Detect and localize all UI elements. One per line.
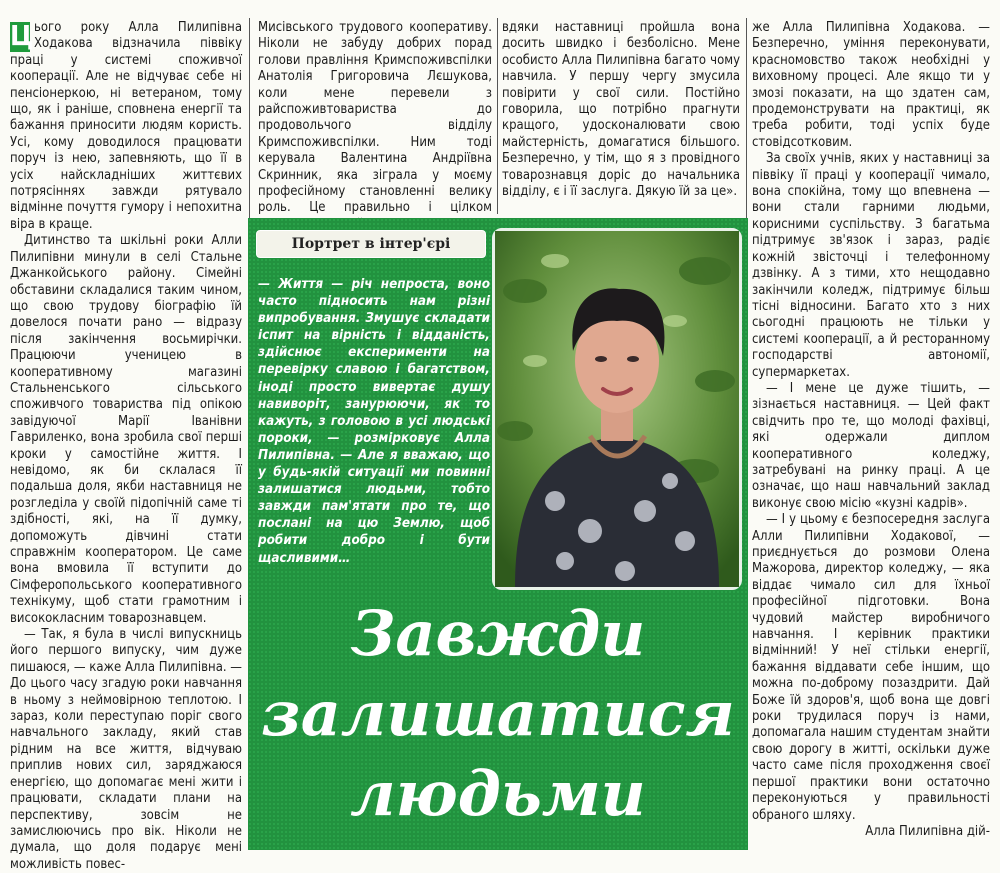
paragraph: За своїх учнів, яких у наставниці за піввіку її праці у кооперації чимало, вона спокійна, тому що впевнена — вони стали гарними людьми, корисними суспільству. З багатьма підтримує зв'язок і зараз, радіє кожній звісточці і телефонному дзвінку. А з тими, хто нещодавно закінчили коледж, підтримує більш тісні відносини. Багато хто з них сьогодні працюють не тільки у системі кооперації, а й ресторанному господарстві автономії, супермаркетах. [752, 151, 990, 380]
column-rule [497, 18, 498, 214]
paragraph: Мисівського трудового кооперативу. Ніколи не забуду добрих порад голови правління Кримспоживспілки Анатолія Григоровича Лєшукова, коли мене перевели з райспоживтовариства до продовольчого відділу Кримспоживспілки. Ним тоді керувала Валентина Андріївна Скринник, яка зіграла у моєму професійному становленні велику роль. Це правильно і цілком [258, 20, 492, 216]
paragraph: Алла Пилипівна дій- [865, 823, 990, 839]
article-column-2 [258, 20, 492, 218]
headline-line-2: залишатися [261, 677, 735, 750]
headline-line-1: Завжди [350, 597, 646, 670]
pull-quote: — Життя — річ непроста, воно часто підносить нам різні випробування. Змушує складати іспит на вірність і відданість, здійснює експерименти на перевірку славою і багатством, іноді просто вивертає душу навиворіт, занурюючи, як то кажуть, з головою в усі людські пороки, — розмірковує Алла Пилипівна. — Але я вважаю, що у будь-якій ситуації ми повинні залишатися людьми, тобто завжди пам'ятати про те, що послані на цю Землю, щоб робити добро і бути щасливими… [258, 277, 490, 566]
portrait-photo [492, 228, 742, 590]
article-column-4 [752, 20, 990, 850]
paragraph: вдяки наставниці пройшла вона досить швидко і безболісно. Мене особисто Алла Пилипівна багато чому навчила. У першу чергу змусила повірити у свої сили. Постійно говорила, що потрібно прагнути кращого, удосконалювати свою майстерність, домагатися більшого. Безперечно, у тім, що я з провідного товарознавця доріс до начальника відділу, є і її заслуга. Дякую їй за це». [502, 20, 740, 200]
paragraph: — І мене це дуже тішить, — зізнається наставниця. — Цей факт свідчить про те, що молоді фахівці, які одержали диплом кооперативного коледжу, затребувані на ринку праці. А це означає, що наш навчальний заклад виконує свою місію «кузні кадрів». [752, 380, 990, 511]
paragraph: Дитинство та шкільні роки Алли Пилипівни минули в селі Стальне Джанкойського району. Сімейні обставини складалися таким чином, що свою трудову біографію їй довелося почати рано — відразу після закінчення восьмирічки. Працюючи ученицею в кооперативному магазині Стальненського сільського споживчого товариства під опікою завідуючої Марії Іванівни Гавриленко, вона зробила свої перші кроки у самостійне життя. І невідомо, як би склалася її подальша доля, якби наставниця не розгледіла у своїй підопічній саме ті здібності, які, на її думку, допоможуть дівчині стати справжнім кооператором. Це саме вона вмовила її вступити до Сімферопольського кооперативного технікуму, щоб стати грамотним і висококласним товарознавцем. [10, 233, 242, 626]
article-column-3 [502, 20, 740, 218]
portrait-illustration [495, 231, 739, 587]
column-rule [746, 18, 747, 238]
article-column-1 [10, 19, 242, 872]
paragraph: Ц ього року Алла Пилипівна Ходакова відзначила піввіку праці у системі споживчої кооперації. Але не відчуває себе ні пенсіонеркою, ні ветераном, тому що, як і раніше, сповнена енергії та бажання приносити людям користь. Усі, кому доводилося працювати поруч із нею, запевняють, що її в усіх найскладніших життєвих потрясіннях завжди рятувало відмінне почуття гумору і непохитна віра в краще. [10, 19, 242, 232]
drop-cap: Ц [10, 19, 34, 52]
headline-line-3: людьми [350, 757, 646, 830]
paragraph: же Алла Пилипівна Ходакова. — Безперечно, уміння переконувати, красномовство також необхідні у виховному процесі. Але якщо ти у змозі показати, на що здатен сам, продемонструвати на практиці, як треба робити, тоді успіх буде стовідсотковим. [752, 20, 990, 150]
column-rule [249, 18, 250, 218]
feature-panel [248, 218, 748, 850]
paragraph: — Так, я була в числі випускниць його першого випуску, чим дуже пишаюся, — каже Алла Пилипівна. — До цього часу згадую роки навчання в ньому з неймовірною теплотою. І зараз, коли переступаю поріг свого навчального закладу, який став рідним на все життя, відчуваю приплив нових сил, заряджаюся енергією, що допомагає мені жити і працювати, складати плани на перспективу, зовсім не замислюючись про вік. Ніколи не думала, що доля подарує мені можливість повес- [10, 627, 242, 872]
paragraph: — І у цьому є безпосередня заслуга Алли Пилипівни Ходакової, — приєднується до розмови Олена Мажорова, директор коледжу, — яка віддає чимало сил для їхньої професійної підготовки. Вона чудовий майстер виробничого навчання. І керівник практики відмінний! У неї стільки енергії, бажання віддавати себе іншим, що можна по-доброму позаздрити. Дай Боже їй здоров'я, щоб вона ще довгі роки трудилася поруч із нами, допомагала нашим студентам знайти свою дорогу в житті, оскільки дуже часто саме після проходження своєї першої практики вони остаточно переконуються у правильності обраного шляху. [752, 512, 990, 823]
rubric-label: Портрет в інтер'єрі [256, 230, 486, 258]
article-headline [248, 594, 748, 834]
